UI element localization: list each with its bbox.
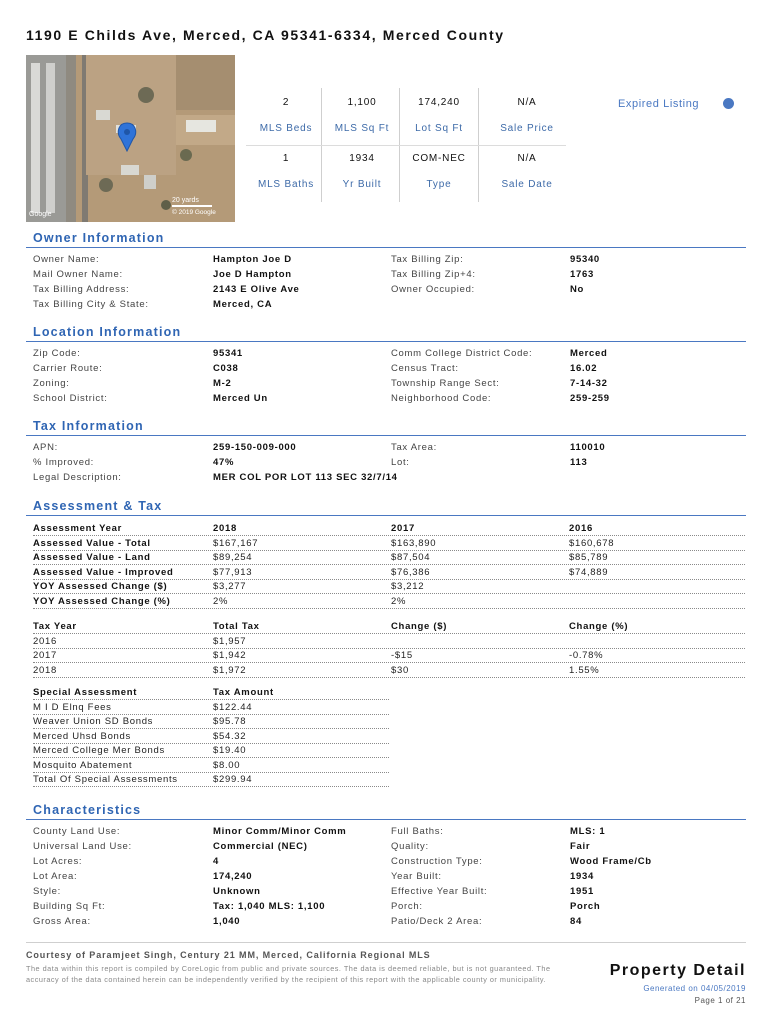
table-cell: Special Assessment bbox=[33, 687, 138, 698]
table-cell: $3,212 bbox=[391, 581, 425, 592]
field-label: Carrier Route: bbox=[33, 363, 103, 374]
table-cell: $89,254 bbox=[213, 552, 253, 563]
stat-label: Yr Built bbox=[342, 179, 382, 190]
field-value: Merced Un bbox=[213, 393, 268, 404]
field-label: Tax Billing City & State: bbox=[33, 299, 149, 310]
field-label: Year Built: bbox=[391, 871, 442, 882]
table-cell: $87,504 bbox=[391, 552, 431, 563]
field-value: 259-150-009-000 bbox=[213, 442, 297, 453]
field-value: Merced bbox=[570, 348, 608, 359]
field-value: 95340 bbox=[570, 254, 600, 265]
stat-value: 2 bbox=[282, 97, 290, 108]
table-cell: Merced Uhsd Bonds bbox=[33, 730, 131, 742]
table-cell: Mosquito Abatement bbox=[33, 759, 133, 771]
stat-label: MLS Sq Ft bbox=[334, 123, 390, 134]
table-cell: Total Of Special Assessments bbox=[33, 774, 178, 785]
field-label: Quality: bbox=[391, 841, 429, 852]
field-label: School District: bbox=[33, 393, 108, 404]
field-value: Fair bbox=[570, 841, 591, 852]
table-cell: Tax Amount bbox=[213, 687, 274, 698]
field-value: Minor Comm/Minor Comm bbox=[213, 826, 347, 837]
table-cell: Change (%) bbox=[569, 621, 629, 632]
location-section-title: Location Information bbox=[33, 325, 182, 339]
table-cell: $19.40 bbox=[213, 745, 247, 756]
table-cell: $85,789 bbox=[569, 552, 609, 563]
field-value: 113 bbox=[570, 457, 588, 468]
footer-divider bbox=[26, 942, 746, 943]
table-cell: 2016 bbox=[569, 523, 593, 534]
assessment-divider bbox=[26, 515, 746, 516]
table-cell: 1.55% bbox=[569, 664, 600, 676]
field-label: Gross Area: bbox=[33, 916, 91, 927]
field-label: Mail Owner Name: bbox=[33, 269, 123, 280]
map-scale-bar bbox=[172, 205, 212, 207]
field-label: County Land Use: bbox=[33, 826, 121, 837]
table-cell: Assessed Value - Land bbox=[33, 552, 151, 563]
characteristics-section-title: Characteristics bbox=[33, 803, 142, 817]
table-cell: 2016 bbox=[33, 635, 57, 647]
stat-row-divider bbox=[246, 145, 566, 146]
field-value: 7-14-32 bbox=[570, 378, 608, 389]
table-cell: Assessment Year bbox=[33, 523, 123, 534]
field-label: Owner Occupied: bbox=[391, 284, 475, 295]
table-cell: $76,386 bbox=[391, 566, 431, 578]
table-cell: YOY Assessed Change ($) bbox=[33, 581, 168, 592]
footer-disclaimer: The data within this report is compiled by CoreLogic from public and private sources. The data is deemed reliable, but is not guaranteed. The accuracy of the data contained herein can be independently verified by the recipient of this report with the applicable county or municipality. bbox=[26, 964, 551, 984]
field-value: Merced, CA bbox=[213, 299, 273, 310]
table-cell: $1,972 bbox=[213, 664, 247, 676]
table-cell: Total Tax bbox=[213, 621, 260, 632]
field-value: 1951 bbox=[570, 886, 594, 897]
table-cell: $1,942 bbox=[213, 650, 247, 661]
table-cell: -$15 bbox=[391, 650, 413, 661]
field-label: Porch: bbox=[391, 901, 423, 912]
tax-divider bbox=[26, 435, 746, 436]
field-label: Full Baths: bbox=[391, 826, 444, 837]
field-value: 1,040 bbox=[213, 916, 241, 927]
field-label: Lot: bbox=[391, 457, 410, 468]
field-label: Tax Billing Address: bbox=[33, 284, 130, 295]
table-cell: $122.44 bbox=[213, 701, 253, 713]
table-cell: M I D Elnq Fees bbox=[33, 701, 112, 713]
table-row bbox=[33, 686, 389, 700]
stat-value: 174,240 bbox=[418, 97, 460, 108]
page-title: 1190 E Childs Ave, Merced, CA 95341-6334, Merced County bbox=[26, 27, 505, 43]
table-row bbox=[33, 522, 745, 536]
field-label: Lot Area: bbox=[33, 871, 78, 882]
table-cell: Change ($) bbox=[391, 621, 448, 632]
table-cell: $299.94 bbox=[213, 774, 253, 785]
field-label: Owner Name: bbox=[33, 254, 100, 265]
table-cell: $74,889 bbox=[569, 566, 609, 578]
map-scale-top: 20 yards bbox=[172, 197, 199, 204]
stat-value: 1,100 bbox=[347, 97, 377, 108]
stat-value: 1 bbox=[282, 153, 290, 164]
stat-value: N/A bbox=[517, 97, 537, 108]
field-label: Effective Year Built: bbox=[391, 886, 488, 897]
table-cell: Assessed Value - Improved bbox=[33, 566, 174, 578]
field-label: Style: bbox=[33, 886, 61, 897]
field-label: Tax Area: bbox=[391, 442, 437, 453]
field-value: Wood Frame/Cb bbox=[570, 856, 652, 867]
footer-courtesy: Courtesy of Paramjeet Singh, Century 21 MM, Merced, California Regional MLS bbox=[26, 950, 431, 960]
table-cell: 2018 bbox=[33, 664, 57, 676]
table-cell: $30 bbox=[391, 664, 409, 676]
table-row bbox=[33, 715, 389, 729]
field-value: Hampton Joe D bbox=[213, 254, 292, 265]
satellite-image bbox=[26, 55, 235, 222]
field-value: 1934 bbox=[570, 871, 594, 882]
stat-value: N/A bbox=[517, 153, 537, 164]
table-cell: 2017 bbox=[33, 650, 57, 661]
assessment-section-title: Assessment & Tax bbox=[33, 499, 163, 513]
table-row bbox=[33, 595, 745, 609]
field-value: Joe D Hampton bbox=[213, 269, 292, 280]
field-value: 259-259 bbox=[570, 393, 610, 404]
stat-label: Lot Sq Ft bbox=[415, 123, 463, 134]
owner-divider bbox=[26, 247, 746, 248]
field-value: No bbox=[570, 284, 585, 295]
map-brand: Google bbox=[29, 211, 52, 218]
table-cell: $1,957 bbox=[213, 635, 247, 647]
field-value: Tax: 1,040 MLS: 1,100 bbox=[213, 901, 326, 912]
status-badge: Expired Listing bbox=[618, 98, 700, 110]
table-row bbox=[33, 635, 745, 649]
map-scale-bottom: © 2019 Google bbox=[172, 209, 216, 216]
field-label: Building Sq Ft: bbox=[33, 901, 106, 912]
field-label: Lot Acres: bbox=[33, 856, 83, 867]
page-number: Page 1 of 21 bbox=[694, 996, 746, 1005]
table-cell: Assessed Value - Total bbox=[33, 537, 151, 549]
table-cell: Tax Year bbox=[33, 621, 77, 632]
table-row bbox=[33, 773, 389, 787]
owner-section-title: Owner Information bbox=[33, 231, 165, 245]
table-cell: $77,913 bbox=[213, 566, 253, 578]
table-row bbox=[33, 701, 389, 715]
status-dot-icon bbox=[723, 98, 734, 109]
document-title: Property Detail bbox=[609, 962, 746, 979]
stat-label: MLS Beds bbox=[259, 123, 313, 134]
field-label: Comm College District Code: bbox=[391, 348, 533, 359]
characteristics-divider bbox=[26, 819, 746, 820]
field-value: MLS: 1 bbox=[570, 826, 606, 837]
stat-value: 1934 bbox=[349, 153, 375, 164]
table-row bbox=[33, 759, 389, 773]
table-cell: $54.32 bbox=[213, 730, 247, 742]
generated-date: Generated on 04/05/2019 bbox=[643, 984, 746, 993]
field-value: Porch bbox=[570, 901, 601, 912]
table-row bbox=[33, 620, 745, 634]
table-cell: 2% bbox=[391, 595, 407, 607]
field-label: Zip Code: bbox=[33, 348, 81, 359]
field-value: 110010 bbox=[570, 442, 606, 453]
field-label: Universal Land Use: bbox=[33, 841, 132, 852]
table-cell: Weaver Union SD Bonds bbox=[33, 716, 154, 727]
stat-value: COM-NEC bbox=[412, 153, 466, 164]
stat-label: MLS Baths bbox=[257, 179, 315, 190]
field-value: 95341 bbox=[213, 348, 243, 359]
field-value: MER COL POR LOT 113 SEC 32/7/14 bbox=[213, 472, 398, 483]
field-label: Census Tract: bbox=[391, 363, 459, 374]
field-value: 16.02 bbox=[570, 363, 598, 374]
field-label: Construction Type: bbox=[391, 856, 483, 867]
tax-section-title: Tax Information bbox=[33, 419, 144, 433]
table-cell: YOY Assessed Change (%) bbox=[33, 595, 171, 607]
field-label: Tax Billing Zip+4: bbox=[391, 269, 476, 280]
table-cell: $8.00 bbox=[213, 759, 241, 771]
field-value: M-2 bbox=[213, 378, 232, 389]
field-label: Tax Billing Zip: bbox=[391, 254, 464, 265]
property-map[interactable] bbox=[26, 55, 235, 222]
table-row bbox=[33, 580, 745, 594]
field-value: 84 bbox=[570, 916, 582, 927]
table-row bbox=[33, 664, 745, 678]
table-row bbox=[33, 537, 745, 551]
field-value: 174,240 bbox=[213, 871, 253, 882]
table-row bbox=[33, 730, 389, 744]
field-label: Zoning: bbox=[33, 378, 70, 389]
table-row bbox=[33, 551, 745, 565]
field-label: Patio/Deck 2 Area: bbox=[391, 916, 483, 927]
table-row bbox=[33, 649, 745, 663]
field-label: Township Range Sect: bbox=[391, 378, 500, 389]
field-label: Legal Description: bbox=[33, 472, 122, 483]
table-cell: -0.78% bbox=[569, 650, 604, 661]
field-value: C038 bbox=[213, 363, 239, 374]
stat-label: Type bbox=[426, 179, 452, 190]
table-cell: $3,277 bbox=[213, 581, 247, 592]
stat-label: Sale Price bbox=[500, 123, 554, 134]
table-cell: $167,167 bbox=[213, 537, 259, 549]
table-cell: $160,678 bbox=[569, 537, 615, 549]
location-divider bbox=[26, 341, 746, 342]
table-cell: $95.78 bbox=[213, 716, 247, 727]
table-cell: Merced College Mer Bonds bbox=[33, 745, 165, 756]
field-value: 1763 bbox=[570, 269, 594, 280]
field-value: 4 bbox=[213, 856, 219, 867]
table-row bbox=[33, 744, 389, 758]
table-cell: 2018 bbox=[213, 523, 237, 534]
table-cell: 2% bbox=[213, 595, 229, 607]
field-label: Neighborhood Code: bbox=[391, 393, 492, 404]
field-value: Commercial (NEC) bbox=[213, 841, 308, 852]
table-row bbox=[33, 566, 745, 580]
field-value: 2143 E Olive Ave bbox=[213, 284, 300, 295]
stat-label: Sale Date bbox=[501, 179, 553, 190]
field-value: Unknown bbox=[213, 886, 261, 897]
table-cell: 2017 bbox=[391, 523, 415, 534]
field-label: % Improved: bbox=[33, 457, 95, 468]
table-cell: $163,890 bbox=[391, 537, 437, 549]
field-value: 47% bbox=[213, 457, 235, 468]
field-label: APN: bbox=[33, 442, 58, 453]
